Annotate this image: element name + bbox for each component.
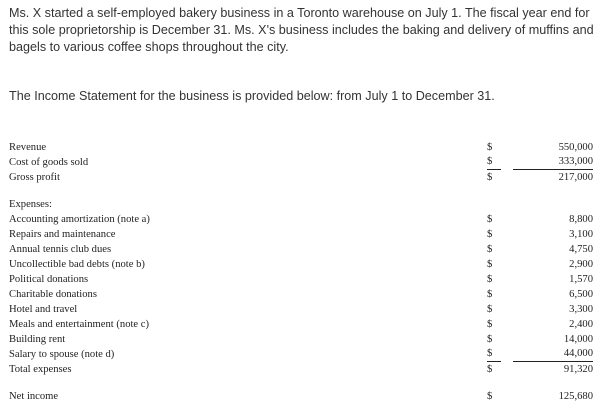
total-expenses-amount: 91,320 [563, 364, 593, 375]
expense-row [9, 302, 599, 317]
currency-symbol: $ [487, 391, 493, 402]
expense-amount: 44,000 [513, 347, 593, 362]
currency-symbol: $ [487, 364, 493, 375]
intro-statement-note: The Income Statement for the business is provided below: from July 1 to December 31. [9, 89, 495, 103]
expense-label: Charitable donations [9, 289, 97, 300]
expenses-heading-row [9, 197, 599, 212]
expense-amount: 2,400 [569, 319, 593, 330]
net-income-row [9, 389, 599, 404]
revenue-row [9, 140, 599, 155]
expense-row [9, 347, 599, 362]
currency-symbol: $ [487, 304, 493, 315]
currency-symbol: $ [487, 229, 493, 240]
total-expenses-row [9, 362, 599, 377]
currency-symbol: $ [487, 172, 493, 183]
expense-row [9, 257, 599, 272]
expense-row [9, 287, 599, 302]
gross-profit-row [9, 170, 599, 185]
currency-symbol: $ [487, 289, 493, 300]
revenue-label: Revenue [9, 142, 47, 153]
intro-paragraph: Ms. X started a self-employed bakery business in a Toronto warehouse on July 1. The fiscal year end for this sole proprietorship is December 31. Ms. X's business includes the baking and delivery of muffins and bagels to various coffee shops throughout the city. [9, 6, 594, 54]
income-statement [9, 140, 599, 404]
expense-label: Building rent [9, 334, 66, 345]
expense-amount: 4,750 [569, 244, 593, 255]
expense-label: Repairs and maintenance [9, 229, 116, 240]
cogs-row [9, 155, 599, 170]
expense-label: Political donations [9, 274, 89, 285]
expense-amount: 3,100 [569, 229, 593, 240]
currency-symbol: $ [487, 319, 493, 330]
expense-row [9, 212, 599, 227]
expense-row [9, 227, 599, 242]
expense-label: Accounting amortization (note a) [9, 214, 150, 225]
expenses-heading: Expenses: [9, 199, 52, 210]
currency-symbol: $ [487, 347, 501, 362]
expense-row [9, 242, 599, 257]
expense-amount: 6,500 [569, 289, 593, 300]
expense-label: Uncollectible bad debts (note b) [9, 259, 145, 270]
revenue-amount: 550,000 [558, 142, 593, 153]
cogs-label: Cost of goods sold [9, 157, 89, 168]
expense-label: Salary to spouse (note d) [9, 349, 115, 360]
expense-amount: 3,300 [569, 304, 593, 315]
currency-symbol: $ [487, 142, 493, 153]
currency-symbol: $ [487, 334, 493, 345]
gross-profit-amount: 217,000 [558, 172, 593, 183]
expense-label: Meals and entertainment (note c) [9, 319, 150, 330]
expense-amount: 8,800 [569, 214, 593, 225]
net-income-label: Net income [9, 391, 59, 402]
expense-row [9, 332, 599, 347]
expense-label: Hotel and travel [9, 304, 78, 315]
total-expenses-label: Total expenses [9, 364, 72, 375]
cogs-amount: 333,000 [513, 155, 593, 170]
expense-amount: 1,570 [569, 274, 593, 285]
currency-symbol: $ [487, 259, 493, 270]
expense-label: Annual tennis club dues [9, 244, 112, 255]
gross-profit-label: Gross profit [9, 172, 60, 183]
currency-symbol: $ [487, 214, 493, 225]
currency-symbol: $ [487, 244, 493, 255]
expense-row [9, 272, 599, 287]
expense-row [9, 317, 599, 332]
currency-symbol: $ [487, 274, 493, 285]
expense-amount: 2,900 [569, 259, 593, 270]
currency-symbol: $ [487, 155, 501, 170]
expense-amount: 14,000 [563, 334, 593, 345]
net-income-amount: 125,680 [558, 391, 593, 402]
